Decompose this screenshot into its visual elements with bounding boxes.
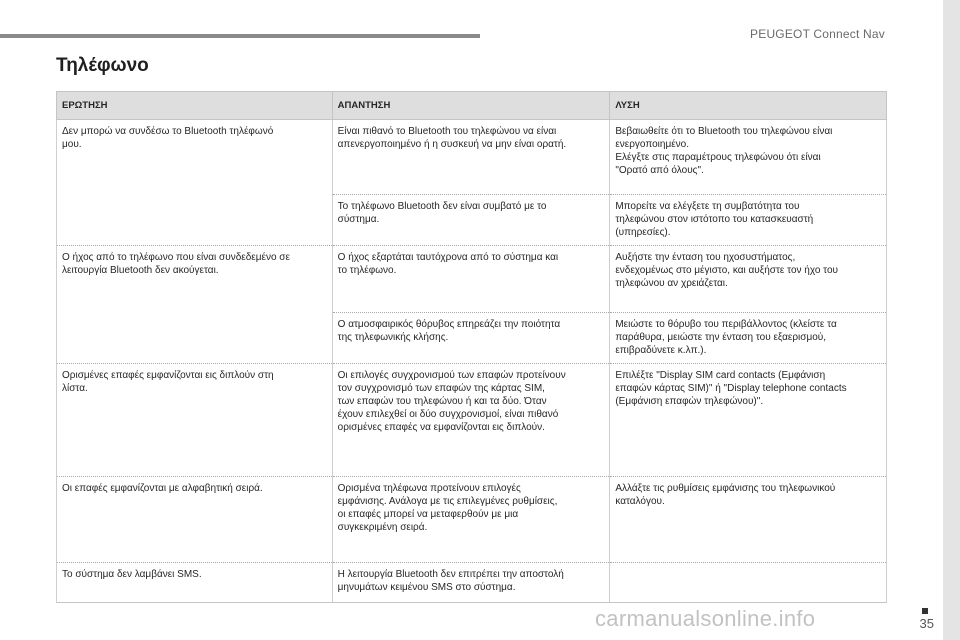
solution-cell [610,313,887,364]
answer-cell [332,477,610,563]
answer-text: Ορισμένα τηλέφωνα προτείνουν επιλογές εμφάνισης. Ανάλογα με τις επιλεγμένες ρυθμίσεις, οι επαφές μπορεί να μεταφερθούν με μια συγκεκριμένη σειρά. [337,483,558,533]
table-row [57,120,887,195]
question-column-header: ΕΡΩΤΗΣΗ [57,92,333,120]
solution-text: Αλλάξτε τις ρυθμίσεις εμφάνισης του τηλεφωνικού καταλόγου. [615,483,836,507]
page-edge-bar [943,0,960,640]
answer-cell [332,364,610,477]
solution-text: Βεβαιωθείτε ότι το Bluetooth του τηλεφώνου είναι ενεργοποιημένο. Ελέγξτε στις παραμέτρους τηλεφώνου ότι είναι "Ορατό από όλους". [615,126,833,176]
solution-cell [610,563,887,603]
answer-cell [332,120,610,195]
question-cell [57,563,333,603]
solution-text: Αυξήστε την ένταση του ηχοσυστήματος, ενδεχομένως στο μέγιστο, και αυξήστε τον ήχο του τηλεφώνου αν χρειάζεται. [615,252,838,289]
page-title: Τηλέφωνο [56,55,149,76]
answer-text: Ο ήχος εξαρτάται ταυτόχρονα από το σύστημα και το τηλέφωνο. [337,252,559,276]
header-rule [0,34,480,38]
answer-text: Η λειτουργία Bluetooth δεν επιτρέπει την αποστολή μηνυμάτων κειμένου SMS στο σύστημα. [337,569,564,593]
watermark: carmanualsonline.info [595,606,816,631]
question-text: Οι επαφές εμφανίζονται με αλφαβητική σειρά. [62,483,263,494]
question-cell [57,364,333,477]
solution-text: Επιλέξτε "Display SIM card contacts (Εμφάνιση επαφών κάρτας SIM)" ή "Display telephone contacts (Εμφάνιση επαφών τηλεφώνου)". [615,370,847,407]
manual-header: PEUGEOT Connect Nav [750,27,885,41]
question-text: Ορισμένες επαφές εμφανίζονται εις διπλούν στη λίστα. [62,370,274,394]
question-text: Ο ήχος από το τηλέφωνο που είναι συνδεδεμένο σε λειτουργία Bluetooth δεν ακούγεται. [62,252,290,276]
solution-text: Μειώστε το θόρυβο του περιβάλλοντος (κλείστε τα παράθυρα, μειώστε την ένταση του εξαερισμού, επιβραδύνετε κ.λπ.). [615,319,837,356]
troubleshooting-table [56,91,887,603]
solution-cell [610,195,887,246]
answer-text: Ο ατμοσφαιρικός θόρυβος επηρεάζει την ποιότητα της τηλεφωνικής κλήσης. [337,319,561,343]
solution-cell [610,477,887,563]
table-row [57,246,887,313]
solution-text: Μπορείτε να ελέγξετε τη συμβατότητα του τηλεφώνου στον ιστότοπο του κατασκευαστή (υπηρεσίες). [615,201,814,238]
question-cell [57,120,333,246]
answer-cell [332,195,610,246]
solution-cell [610,246,887,313]
page-marker-square [922,608,928,614]
solution-cell [610,364,887,477]
answer-cell [332,563,610,603]
question-cell [57,246,333,364]
page-number: 35 [919,616,934,631]
solution-cell [610,120,887,195]
table-header-row [57,92,887,120]
question-text: Το σύστημα δεν λαμβάνει SMS. [62,569,202,580]
answer-text: Είναι πιθανό το Bluetooth του τηλεφώνου να είναι απενεργοποιημένο ή η συσκευή να μην είναι ορατή. [337,126,567,150]
table-row [57,364,887,477]
answer-cell [332,246,610,313]
solution-column-header: ΛΥΣΗ [610,92,887,120]
table-row [57,477,887,563]
question-cell [57,477,333,563]
answer-column-header: ΑΠΑΝΤΗΣΗ [332,92,610,120]
answer-text: Το τηλέφωνο Bluetooth δεν είναι συμβατό με το σύστημα. [337,201,547,225]
answer-cell [332,313,610,364]
answer-text: Οι επιλογές συγχρονισμού των επαφών προτείνουν τον συγχρονισμό των επαφών της κάρτας SIM, των επαφών του τηλεφώνου ή και τα δύο. Όταν έχουν επιλεχθεί οι δύο συγχρονισμοί, είναι πιθανό ορισμένες επαφές να εμφανίζονται εις διπλούν. [337,370,566,433]
table-row [57,563,887,603]
question-text: Δεν μπορώ να συνδέσω το Bluetooth τηλέφωνό μου. [62,126,274,150]
